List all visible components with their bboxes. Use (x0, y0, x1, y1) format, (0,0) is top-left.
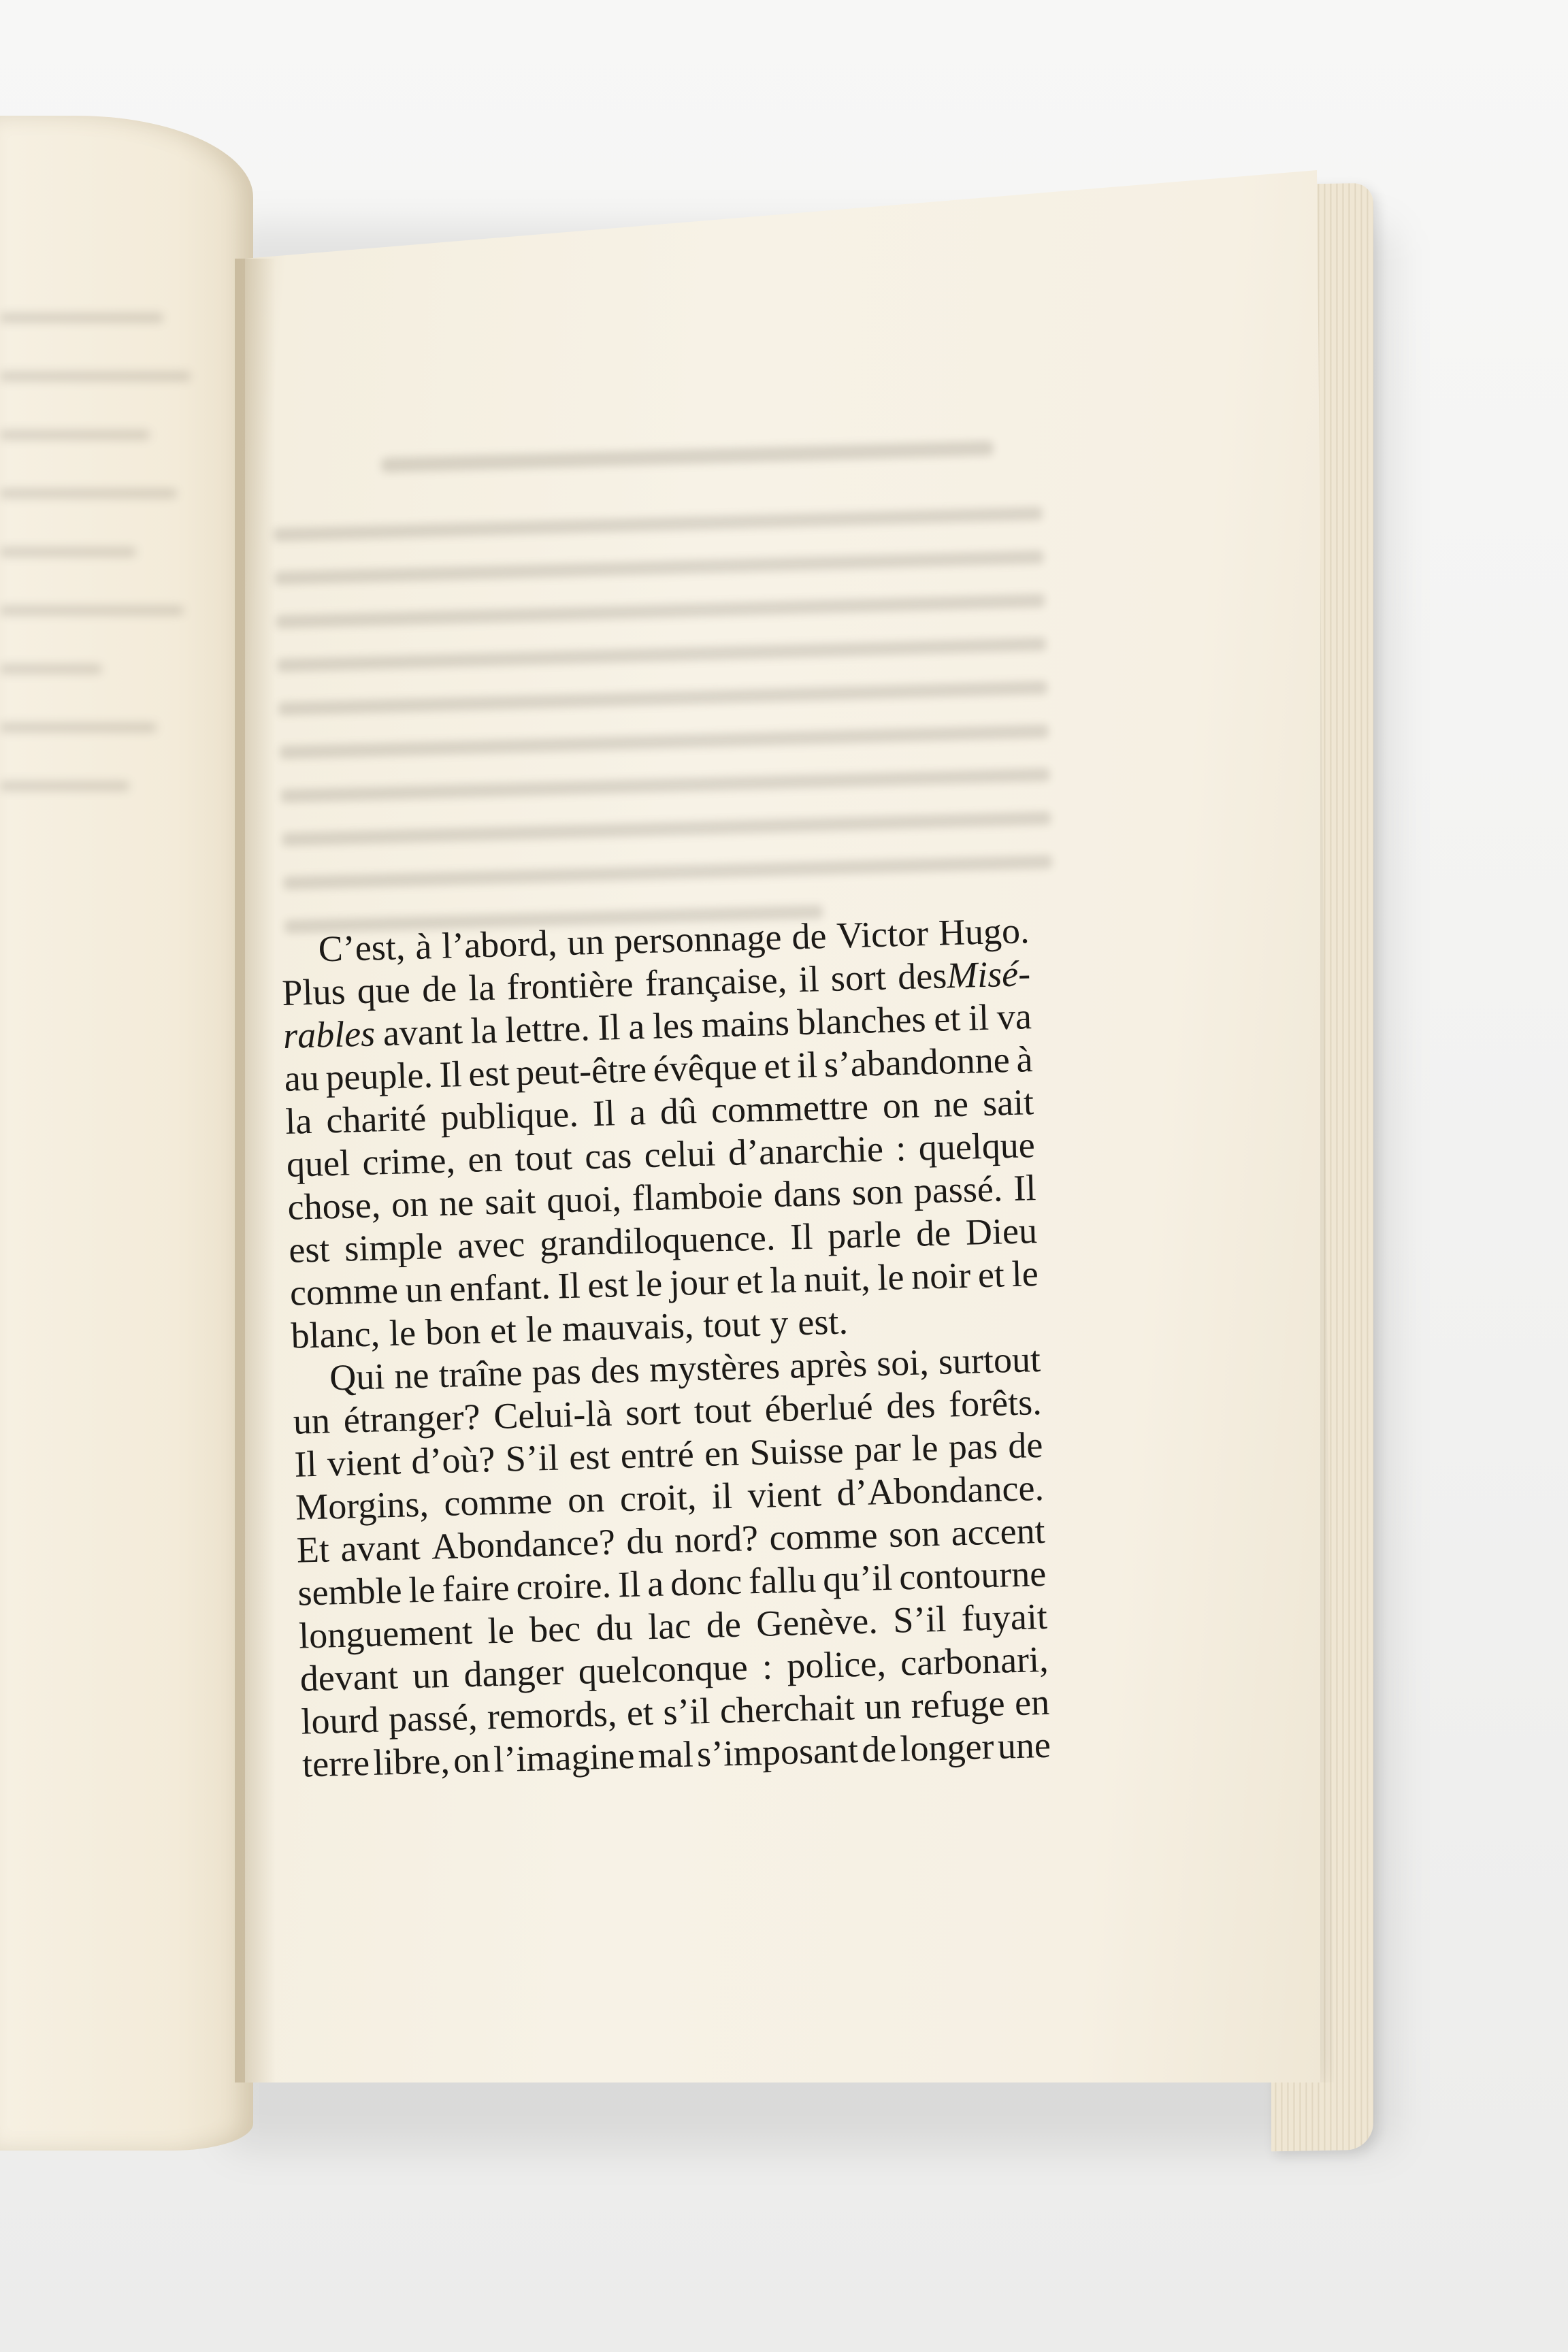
word: la (470, 1009, 498, 1051)
word: la (769, 1259, 798, 1301)
word: a (647, 1563, 664, 1605)
word: fuyait (961, 1595, 1048, 1639)
word: qu’il (822, 1556, 893, 1600)
word: française, (644, 959, 787, 1004)
word: d’anarchie (728, 1128, 884, 1173)
word: tout (702, 1303, 762, 1345)
word: le (408, 1569, 436, 1611)
word: donc (670, 1561, 742, 1604)
word: le (1011, 1253, 1039, 1295)
word: après (789, 1343, 868, 1386)
word: comme (289, 1269, 399, 1313)
show-through-text (274, 506, 1054, 936)
word: il (968, 996, 990, 1039)
word: s’il (662, 1690, 711, 1733)
paragraph (291, 1338, 1051, 1786)
word: Il (789, 1215, 814, 1258)
word: peuple. (325, 1054, 434, 1098)
word: on (391, 1183, 429, 1225)
word: y (769, 1302, 789, 1344)
word: quelque (918, 1124, 1036, 1169)
word: en (467, 1138, 504, 1180)
word: la (468, 966, 496, 1009)
word: chose, (287, 1184, 381, 1228)
word: mains (701, 1002, 790, 1045)
word: blanc, (290, 1313, 380, 1356)
word: accent (950, 1509, 1046, 1554)
word: du (625, 1520, 664, 1562)
word: C’est, (318, 926, 406, 970)
word: de (915, 1212, 951, 1254)
word: est (587, 1263, 630, 1306)
word: sait (982, 1081, 1034, 1124)
word: traîne (438, 1352, 523, 1396)
word: son (888, 1512, 941, 1555)
word: pas (531, 1350, 582, 1393)
word: le (487, 1610, 515, 1652)
word: un (864, 1685, 902, 1727)
word: semble (297, 1569, 403, 1614)
word: et (489, 1309, 517, 1352)
word: terre (301, 1742, 370, 1785)
word: quel (286, 1142, 350, 1185)
word: nuit, (803, 1257, 871, 1301)
word: Dieu (965, 1210, 1038, 1253)
word: avant (382, 1011, 463, 1054)
word: et (626, 1692, 654, 1734)
paragraph (280, 909, 1040, 1358)
word: bec (529, 1607, 581, 1650)
word: Il (438, 1054, 463, 1095)
word: pas (948, 1425, 998, 1468)
word: mal (637, 1733, 694, 1776)
word: le (525, 1308, 553, 1350)
word: à (414, 926, 432, 967)
word: en (1014, 1681, 1050, 1724)
word: Genève. (755, 1600, 879, 1645)
word: vient (327, 1441, 402, 1484)
word: lettre. (504, 1007, 591, 1051)
word: noir (911, 1254, 971, 1297)
word: devant (299, 1655, 399, 1699)
word: et (933, 997, 961, 1039)
word: parle (827, 1213, 902, 1257)
word: la (284, 1100, 313, 1142)
word: on (882, 1084, 920, 1126)
word: mauvais, (561, 1305, 695, 1350)
word: et (735, 1260, 764, 1302)
word: sait (484, 1180, 536, 1223)
word: entré (619, 1433, 695, 1477)
word: carbonari, (900, 1638, 1049, 1684)
word: des (885, 1384, 936, 1426)
word: va (996, 996, 1032, 1038)
word: forêts. (948, 1381, 1043, 1425)
word: dû (659, 1090, 698, 1132)
word: nord? (674, 1517, 759, 1561)
word: ne (438, 1181, 474, 1224)
word: on (567, 1478, 605, 1521)
word: on (453, 1739, 491, 1781)
word: crime, (361, 1139, 456, 1183)
left-page-show-through (0, 313, 204, 1198)
word: passé, (388, 1696, 478, 1740)
word: que (357, 969, 411, 1012)
word: S’il (892, 1598, 947, 1641)
word: s’abandonne (823, 1039, 1011, 1085)
word: a (629, 1092, 647, 1133)
word: en (704, 1432, 740, 1474)
word: un (404, 1268, 443, 1311)
word: danger (463, 1651, 565, 1695)
word: Abondance? (431, 1521, 616, 1567)
word: : (895, 1128, 907, 1169)
word: Celui-là (493, 1392, 613, 1437)
word: vient (747, 1473, 822, 1516)
word: Il (592, 1092, 616, 1134)
word: refuge (910, 1682, 1006, 1727)
word: frontière (506, 963, 634, 1008)
word: et (763, 1045, 791, 1087)
word: sort (625, 1390, 681, 1433)
word: longer (899, 1725, 995, 1769)
word: cas (584, 1134, 632, 1177)
word: simple (344, 1225, 444, 1269)
word: Et (296, 1529, 330, 1571)
word: de (1007, 1424, 1043, 1467)
word: s’imposant (696, 1729, 859, 1775)
word: remords, (487, 1693, 618, 1737)
word: de (861, 1728, 897, 1771)
word: éberlué (764, 1386, 874, 1430)
word: le (877, 1256, 905, 1298)
word: jour (669, 1260, 730, 1304)
word: Suisse (749, 1429, 845, 1473)
word: dans (772, 1172, 842, 1215)
word: évêque (652, 1045, 758, 1090)
word: croit, (619, 1476, 698, 1520)
word: il (711, 1475, 733, 1517)
word: Il (617, 1563, 641, 1605)
word: avec (457, 1223, 525, 1267)
word: le (389, 1312, 416, 1354)
word: un (566, 921, 605, 963)
word: : (762, 1646, 773, 1687)
word: Plus (281, 970, 346, 1013)
word: tout (693, 1389, 752, 1432)
word: de (706, 1603, 742, 1646)
word: avant (340, 1526, 421, 1569)
word: étranger? (342, 1396, 481, 1441)
word: surtout (938, 1338, 1041, 1382)
word: Il (557, 1264, 581, 1307)
word: l’abord, (441, 922, 558, 966)
word: S’il (505, 1437, 559, 1480)
word: grandiloquence. (539, 1217, 777, 1264)
word: ne (393, 1354, 430, 1396)
word: de (791, 915, 828, 958)
word: il (796, 1044, 818, 1086)
word: ne (933, 1083, 969, 1125)
word: Qui (329, 1356, 386, 1399)
page-gutter (235, 259, 276, 2082)
word: a (627, 1006, 646, 1047)
word: libre, (372, 1740, 451, 1783)
word: passé. (913, 1168, 1003, 1211)
word: par (853, 1428, 902, 1471)
word: croire. (515, 1564, 612, 1608)
word: d’Abondance. (836, 1467, 1045, 1514)
word: flamboie (631, 1174, 764, 1219)
word: Hugo. (938, 910, 1030, 953)
word: est (468, 1052, 510, 1094)
word: commettre (710, 1085, 869, 1131)
word: lac (647, 1605, 691, 1648)
word: celui (643, 1132, 717, 1176)
word: contourne (898, 1552, 1047, 1598)
word: faire (441, 1567, 510, 1610)
word: le (911, 1426, 939, 1469)
word: cherchait (719, 1686, 855, 1731)
word: Il (293, 1443, 318, 1485)
word: l’imagine (493, 1735, 636, 1780)
word: est (568, 1435, 611, 1478)
word: et (977, 1254, 1005, 1296)
word: soi, (876, 1341, 930, 1384)
word: charité (325, 1097, 427, 1141)
word: sort (830, 956, 887, 999)
word: une (996, 1724, 1051, 1767)
word: publique. (440, 1093, 579, 1138)
word: est (288, 1228, 331, 1271)
word: des (590, 1349, 640, 1392)
word: Victor (836, 913, 929, 956)
word: enfant. (448, 1265, 551, 1309)
word: lourd (300, 1699, 380, 1742)
word: tout (514, 1136, 573, 1179)
word: son (851, 1171, 904, 1213)
word: quoi, (546, 1178, 622, 1221)
word: un (293, 1400, 331, 1442)
word: il (798, 958, 820, 1000)
word: Il (1013, 1167, 1037, 1209)
word: bon (425, 1310, 481, 1353)
word: mystères (649, 1345, 781, 1390)
word: personnage (613, 916, 783, 962)
word: blanches (796, 998, 927, 1043)
word: police, (786, 1643, 887, 1686)
word: desMisé- (897, 953, 1031, 998)
word: d’où? (410, 1439, 496, 1482)
word: de (421, 968, 457, 1010)
word: à (1015, 1039, 1034, 1080)
word: du (595, 1606, 634, 1649)
word: rables (282, 1013, 376, 1056)
word: comme (443, 1480, 553, 1524)
word: le (635, 1262, 663, 1305)
word: un (412, 1654, 450, 1697)
word: les (652, 1004, 694, 1047)
word: est. (797, 1301, 849, 1343)
word: Il (597, 1006, 621, 1048)
word: peut-être (515, 1048, 647, 1094)
word: longuement (298, 1610, 473, 1656)
word: au (283, 1057, 320, 1099)
word: quelconque (577, 1646, 749, 1692)
word: fallu (748, 1558, 817, 1602)
word: Morgins, (295, 1483, 429, 1528)
page-text (280, 909, 1051, 1786)
word: comme (768, 1514, 879, 1558)
